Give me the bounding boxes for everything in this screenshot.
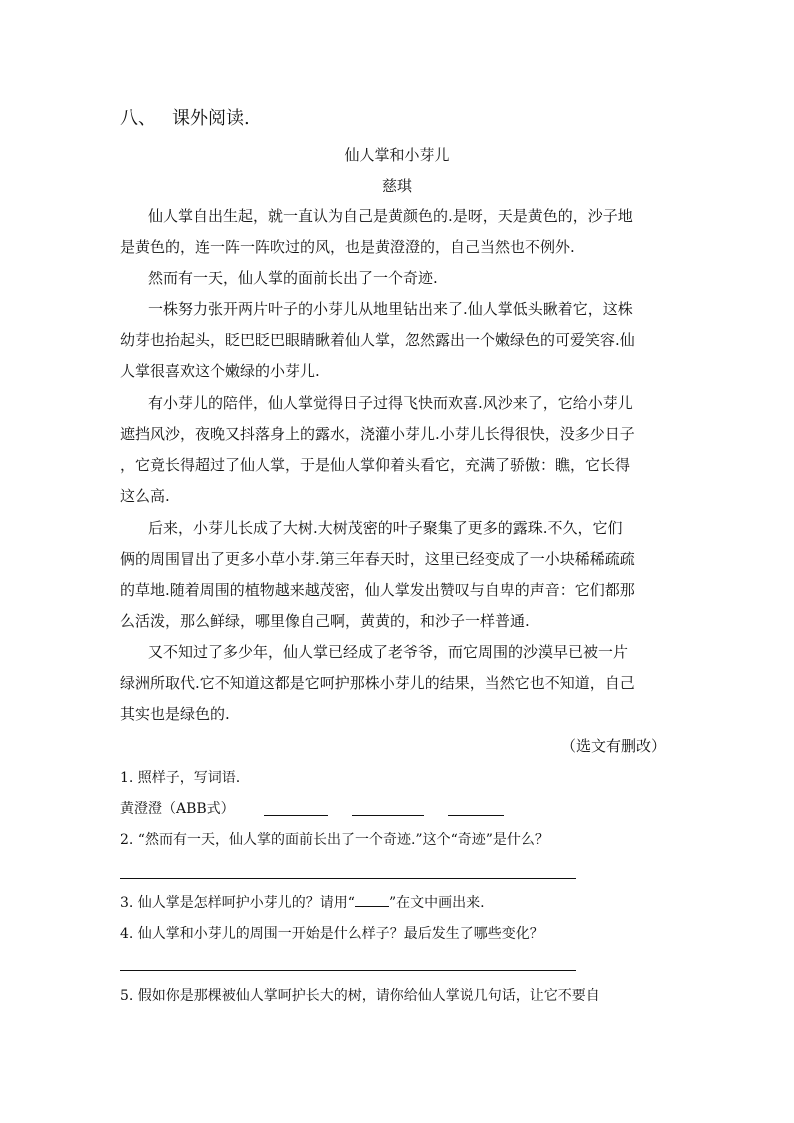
section-heading: [120, 107, 250, 131]
section-number: 八、: [120, 108, 156, 129]
article-line: 幼芽也抬起头，眨巴眨巴眼睛瞅着仙人掌，忽然露出一个嫩绿色的可爱笑容.仙: [120, 331, 635, 349]
article-author: 慈琪: [381, 177, 412, 195]
article-line: 俩的周围冒出了更多小草小芽.第三年春天时，这里已经变成了一小块稀稀疏疏: [120, 550, 635, 568]
question-1-example: 黄澄澄（ABB式）: [120, 801, 235, 817]
underline-mark: [355, 892, 389, 907]
question-3-text-start: 3. 仙人掌是怎样呵护小芽儿的？请用“: [120, 895, 355, 911]
article-line: 其实也是绿色的.: [120, 705, 230, 723]
article-line: ，它竟长得超过了仙人掌，于是仙人掌仰着头看它，充满了骄傲：瞧，它长得: [120, 456, 631, 474]
article-line: 是黄色的，连一阵一阵吹过的风，也是黄澄澄的，自己当然也不例外.: [120, 238, 575, 256]
article-line: 仙人掌自出生起，就一直认为自己是黄颜色的.是呀，天是黄色的，沙子地: [148, 207, 633, 225]
article-line: 有小芽儿的陪伴，仙人掌觉得日子过得飞快而欢喜.风沙来了，它给小芽儿: [148, 394, 633, 412]
article-line: 遮挡风沙，夜晚又抖落身上的露水，浇灌小芽儿.小芽儿长得很快，没多少日子: [120, 425, 635, 443]
article-line: 的草地.随着周围的植物越来越茂密，仙人掌发出赞叹与自卑的声音：它们都那: [120, 581, 635, 599]
question-3-text-end: ”在文中画出来.: [388, 895, 485, 911]
answer-line-q2[interactable]: [120, 878, 576, 879]
question-3: [120, 892, 485, 912]
answer-blank-2[interactable]: [352, 815, 424, 816]
article-line: 这么高.: [120, 487, 170, 505]
article-line: 么活泼，那么鲜绿，哪里像自己啊，黄黄的，和沙子一样普通.: [120, 612, 530, 630]
question-4: 4. 仙人掌和小芽儿的周围一开始是什么样子？最后发生了哪些变化？: [120, 926, 544, 942]
source-note: （选文有删改）: [560, 737, 666, 755]
article-line: 绿洲所取代.它不知道这都是它呵护那株小芽儿的结果，当然它也不知道，自己: [120, 674, 635, 692]
article-title: 仙人掌和小芽儿: [344, 146, 450, 164]
answer-line-q4[interactable]: [120, 970, 576, 971]
article-line: 一株努力张开两片叶子的小芽儿从地里钻出来了.仙人掌低头瞅着它，这株: [148, 300, 633, 318]
question-2: 2. “然而有一天，仙人掌的面前长出了一个奇迹.”这个“奇迹”是什么？: [120, 832, 549, 848]
article-line: 人掌很喜欢这个嫩绿的小芽儿.: [120, 362, 320, 380]
article-line: 又不知过了多少年，仙人掌已经成了老爷爷，而它周围的沙漠早已被一片: [148, 643, 629, 661]
article-line: 然而有一天，仙人掌的面前长出了一个奇迹.: [148, 269, 438, 287]
answer-blank-3[interactable]: [448, 815, 504, 816]
section-title: 课外阅读.: [172, 108, 250, 129]
answer-blank-1[interactable]: [264, 815, 328, 816]
question-1: 1. 照样子，写词语.: [120, 770, 241, 786]
question-5: 5. 假如你是那棵被仙人掌呵护长大的树，请你给仙人掌说几句话，让它不要自: [120, 988, 600, 1004]
article-line: 后来，小芽儿长成了大树.大树茂密的叶子聚集了更多的露珠.不久，它们: [148, 519, 623, 537]
